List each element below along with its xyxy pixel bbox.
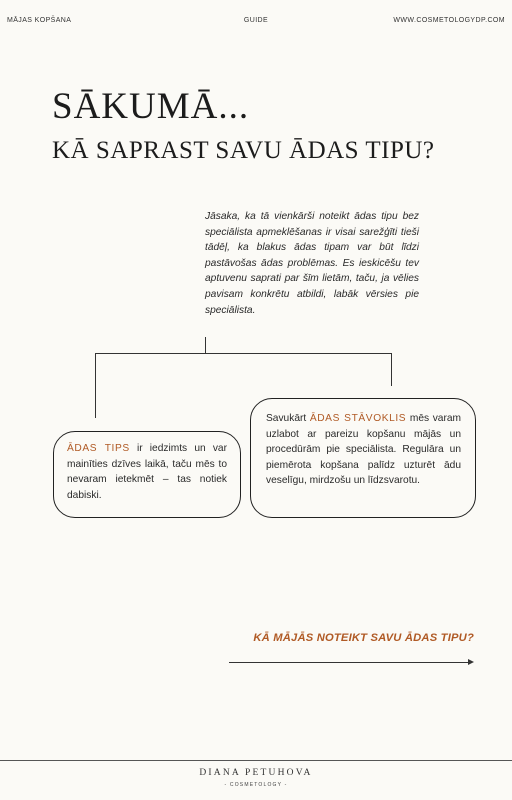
skin-condition-text: mēs varam uzlabot ar pareizu kopšanu mājās un procedūrām pie speciālista. Regulāra un piemērota kopšana palīdz uzturēt ādu veselīgu, mirdzošu un līdzsvarotu. [266, 413, 461, 487]
intro-paragraph: Jāsaka, ka tā vienkārši noteikt ādas tipu bez speciālista apmeklēšanas ir visai sarežģīti tieši tādēļ, ka blakus ādas tipam var būt līdzi pastāvošas ādas problēmas. Es ieskicēšu tev aptuvenu saprati par šīm lietām, taču, ja vēlies pavisam konkrētu atbildi, labāk vērsies pie speciālista. [205, 211, 419, 316]
footer-divider [0, 760, 512, 761]
skin-type-accent: ĀDAS TIPS [67, 443, 130, 454]
skin-type-box [53, 431, 241, 518]
connector-vertical-top [205, 337, 206, 353]
cta-arrow-line [229, 662, 469, 663]
header-left-label: MĀJAS KOPŠANA [7, 17, 72, 24]
next-section-link[interactable]: KĀ MĀJĀS NOTEIKT SAVU ĀDAS TIPU? [253, 632, 474, 644]
page-subtitle: KĀ SAPRAST SAVU ĀDAS TIPU? [52, 137, 435, 164]
connector-right-drop [391, 353, 392, 386]
footer-brand: DIANA PETUHOVA [199, 768, 313, 778]
skin-condition-accent: ĀDAS STĀVOKLIS [309, 413, 407, 424]
skin-condition-box [250, 398, 476, 518]
footer-brand-subtitle: - COSMETOLOGY - [224, 782, 288, 788]
skin-condition-pre: Savukārt [266, 413, 310, 424]
arrow-right-icon [468, 659, 474, 665]
header-website-link[interactable]: WWW.COSMETOLOGYDP.COM [393, 17, 505, 24]
page-title: SĀKUMĀ... [52, 86, 250, 127]
header-center-label: GUIDE [243, 17, 269, 24]
skin-type-text: ir iedzimts un var mainīties dzīves laikā, taču mēs to nevaram ietekmēt – tas notiek dabiski. [67, 443, 227, 501]
connector-horizontal [95, 353, 392, 354]
connector-left-drop [95, 353, 96, 418]
